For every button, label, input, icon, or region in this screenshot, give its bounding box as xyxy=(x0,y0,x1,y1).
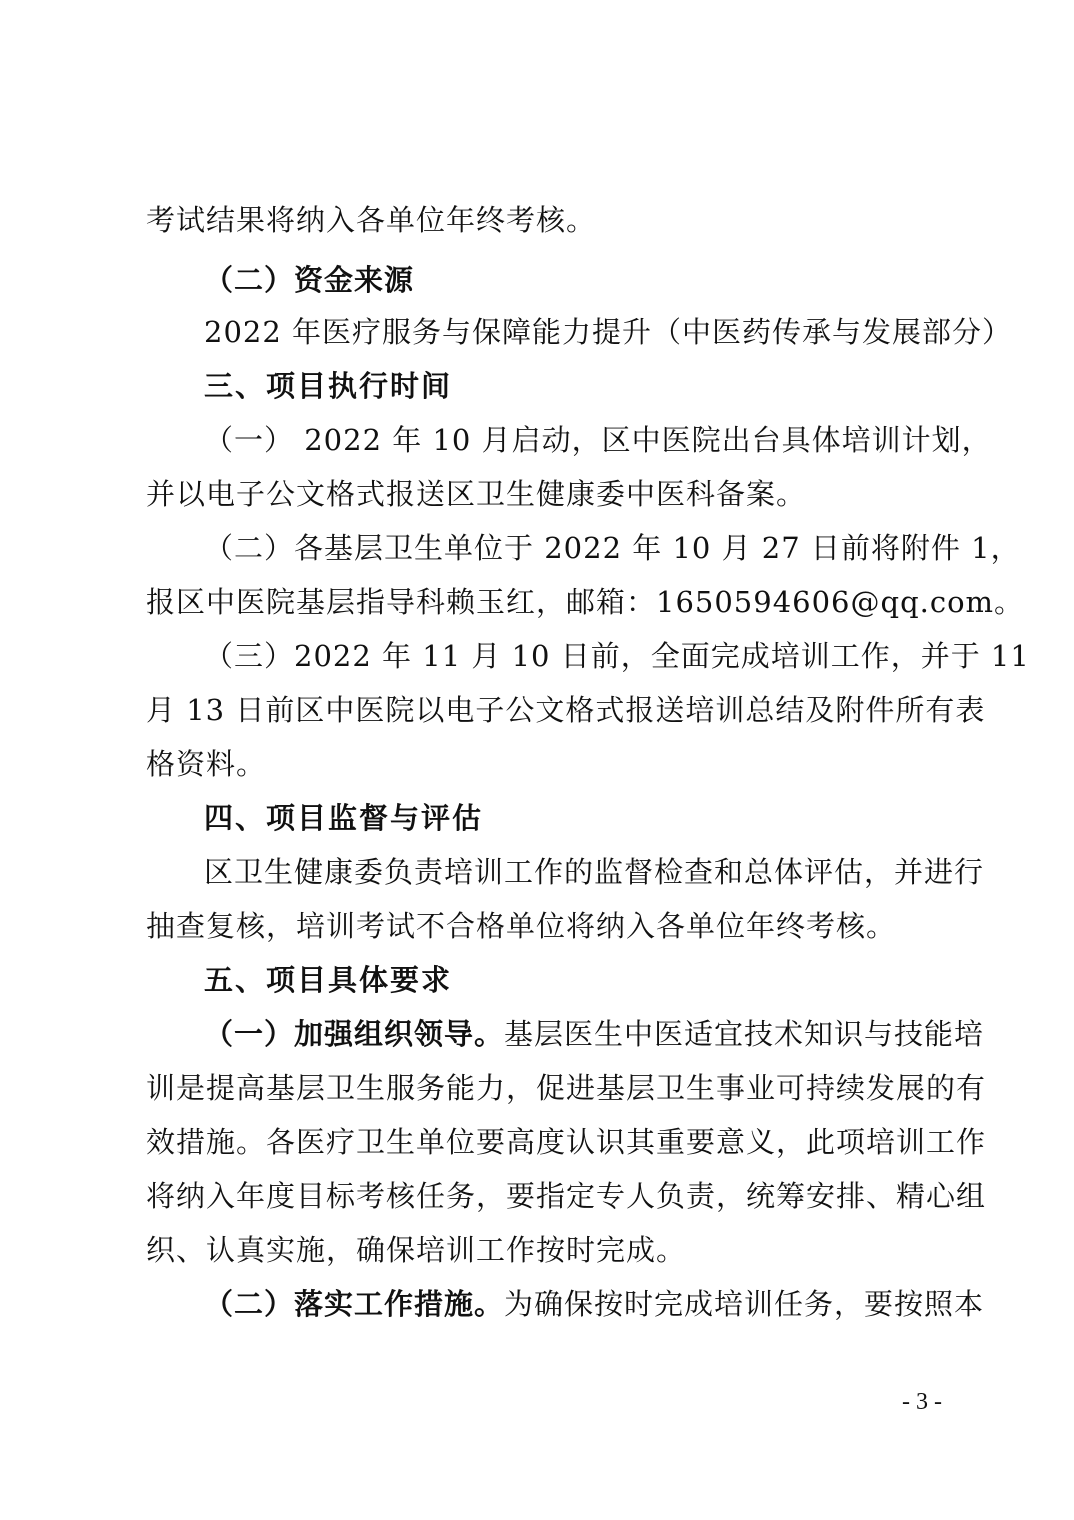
paragraph-line: 抽查复核，培训考试不合格单位将纳入各单位年终考核。 xyxy=(146,909,897,943)
paragraph-text: 为确保按时完成培训任务，要按照本 xyxy=(504,1287,985,1321)
paragraph-line: 并以电子公文格式报送区卫生健康委中医科备案。 xyxy=(146,477,807,511)
section-heading-supervision: 四、项目监督与评估 xyxy=(204,801,484,835)
paragraph-text: 基层医生中医适宜技术知识与技能培 xyxy=(504,1017,985,1051)
paragraph-line: 将纳入年度目标考核任务，要指定专人负责，统筹安排、精心组 xyxy=(146,1179,987,1213)
paragraph-line: （二）各基层卫生单位于 2022 年 10 月 27 日前将附件 1， xyxy=(204,531,1021,565)
paragraph-line: 格资料。 xyxy=(146,747,267,781)
paragraph-line: （一） 2022 年 10 月启动，区中医院出台具体培训计划， xyxy=(204,423,992,457)
paragraph-line: 织、认真实施，确保培训工作按时完成。 xyxy=(146,1233,687,1267)
bold-lead-measures: （二）落实工作措施。 xyxy=(204,1287,505,1321)
subheading-funding-source: （二）资金来源 xyxy=(204,263,415,297)
paragraph-line: 报区中医院基层指导科赖玉红，邮箱：1650594606@qq.com。 xyxy=(146,585,1025,619)
paragraph-line: 月 13 日前区中医院以电子公文格式报送培训总结及附件所有表 xyxy=(146,693,986,727)
bold-lead-leadership: （一）加强组织领导。 xyxy=(204,1017,505,1051)
section-heading-schedule: 三、项目执行时间 xyxy=(204,369,453,403)
paragraph-line xyxy=(204,1014,985,1054)
paragraph-line: 区卫生健康委负责培训工作的监督检查和总体评估，并进行 xyxy=(204,855,985,889)
paragraph-line: 2022 年医疗服务与保障能力提升（中医药传承与发展部分） xyxy=(204,315,1013,349)
paragraph-line: 效措施。各医疗卫生单位要高度认识其重要意义，此项培训工作 xyxy=(146,1125,987,1159)
paragraph-line: （三）2022 年 11 月 10 日前，全面完成培训工作，并于 11 xyxy=(204,639,1030,673)
paragraph-line: 训是提高基层卫生服务能力，促进基层卫生事业可持续发展的有 xyxy=(146,1071,987,1105)
paragraph-line xyxy=(204,1284,985,1324)
page-number: - 3 - xyxy=(902,1389,942,1415)
section-heading-requirements: 五、项目具体要求 xyxy=(204,963,453,997)
paragraph-line: 考试结果将纳入各单位年终考核。 xyxy=(146,203,597,237)
